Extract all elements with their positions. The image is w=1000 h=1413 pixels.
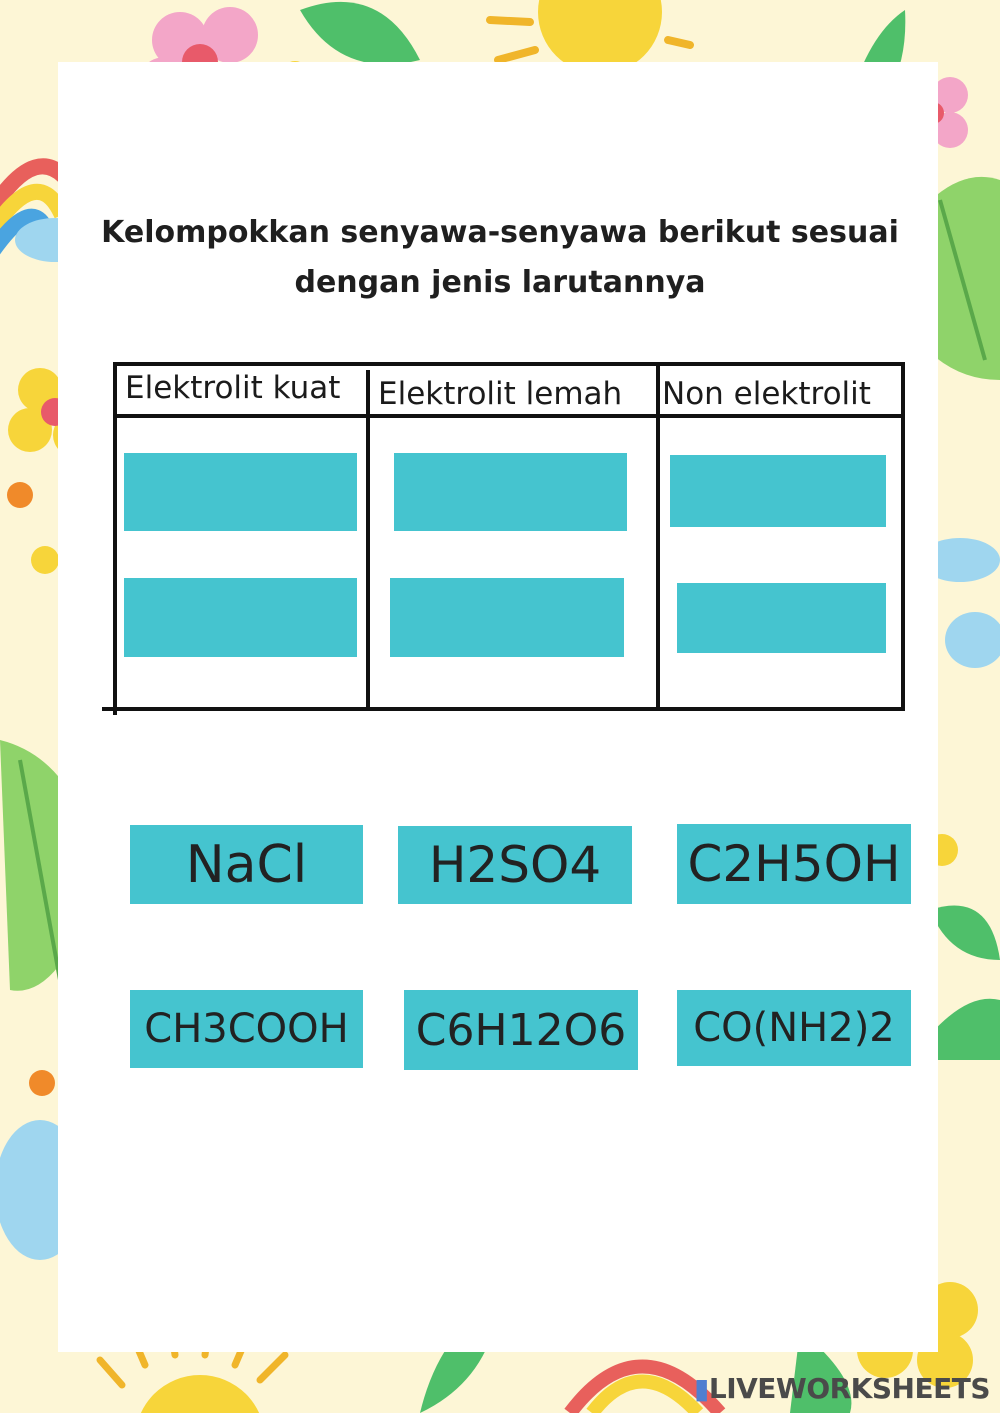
compound-chip[interactable]: CH3COOH: [130, 990, 363, 1068]
table-header-divider: [113, 414, 905, 418]
compound-chip[interactable]: CO(NH2)2: [677, 990, 911, 1066]
table-top-border: [113, 362, 905, 366]
drop-zone-non-1[interactable]: [670, 455, 886, 527]
compound-chip[interactable]: H2SO4: [398, 826, 632, 904]
liveworksheets-logo: ▮LIVEWORKSHEETS: [693, 1372, 990, 1405]
drop-zone-non-2[interactable]: [677, 583, 886, 653]
column-header-strong-electrolyte: Elektrolit kuat: [125, 370, 341, 406]
column-header-non-electrolyte: Non elektrolit: [662, 376, 871, 412]
instruction-line-2: dengan jenis larutannya: [294, 265, 706, 300]
drop-zone-strong-2[interactable]: [124, 578, 357, 657]
compound-chip[interactable]: NaCl: [130, 825, 363, 904]
table-col-divider: [656, 365, 660, 711]
drop-zone-strong-1[interactable]: [124, 453, 357, 531]
instruction-text: [40, 208, 960, 308]
instruction-line-1: Kelompokkan senyawa-senyawa berikut sesuai: [101, 215, 899, 250]
drop-zone-weak-2[interactable]: [390, 578, 624, 657]
drop-zone-weak-1[interactable]: [394, 453, 627, 531]
table-left-border: [113, 362, 117, 715]
table-bottom-border: [102, 707, 905, 711]
liveworksheets-logo-icon: ▮: [693, 1372, 709, 1405]
table-right-border: [901, 365, 905, 711]
table-col-divider: [366, 370, 370, 711]
compound-chip[interactable]: C2H5OH: [677, 824, 911, 904]
column-header-weak-electrolyte: Elektrolit lemah: [378, 376, 623, 412]
compound-chip[interactable]: C6H12O6: [404, 990, 638, 1070]
